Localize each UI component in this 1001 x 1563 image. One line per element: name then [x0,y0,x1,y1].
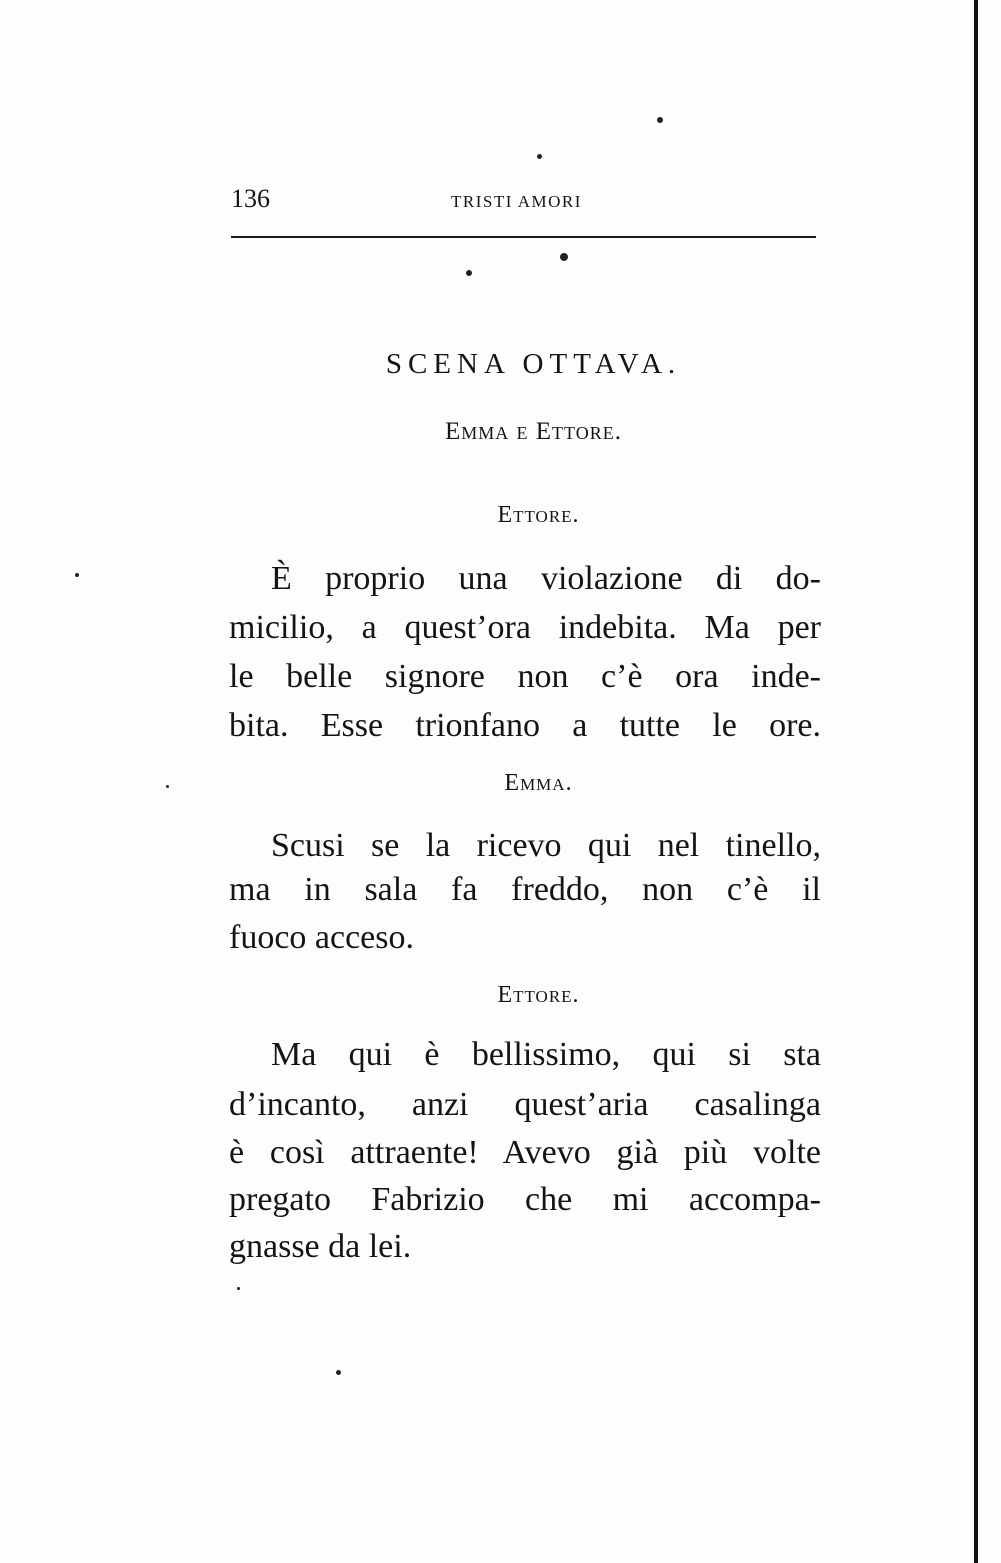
scan-speck [166,785,169,788]
speaker-name: Ettore. [497,982,580,1008]
scan-speck [336,1370,341,1375]
dialogue-line: è così attraente! Avevo già più volte [229,1134,821,1171]
header-rule [231,236,816,238]
page-number: 136 [231,184,270,213]
scan-speck [537,154,542,159]
speaker-name: Emma. [504,770,573,796]
scan-speck [560,253,568,261]
page-header [231,180,816,240]
scan-speck [75,573,79,577]
binding-edge [974,0,978,1563]
scan-speck [237,1287,240,1290]
dialogue-line: micilio, a quest’ora indebita. Ma per [229,609,821,646]
scene-characters: Emma e Ettore. [445,418,622,445]
dialogue-line: pregato Fabrizio che mi accompa- [229,1181,821,1218]
dialogue-line: Ma qui è bellissimo, qui si sta [271,1036,821,1073]
dialogue-line: le belle signore non c’è ora inde- [229,658,821,695]
scene-title: SCENA OTTAVA. [385,348,682,380]
dialogue-line: bita. Esse trionfano a tutte le ore. [229,707,821,744]
dialogue-line: gnasse da lei. [229,1228,412,1265]
dialogue-line: fuoco acceso. [229,919,415,956]
speaker-name: Ettore. [497,502,580,528]
scan-speck [466,270,472,276]
dialogue-line: È proprio una violazione di do- [271,560,821,597]
dialogue-line: Scusi se la ricevo qui nel tinello, [271,827,821,864]
dialogue-line: ma in sala fa freddo, non c’è il [229,871,821,908]
scan-speck [657,117,663,123]
dialogue-line: d’incanto, anzi quest’aria casalinga [229,1086,821,1123]
running-title: TRISTI AMORI [451,192,582,211]
